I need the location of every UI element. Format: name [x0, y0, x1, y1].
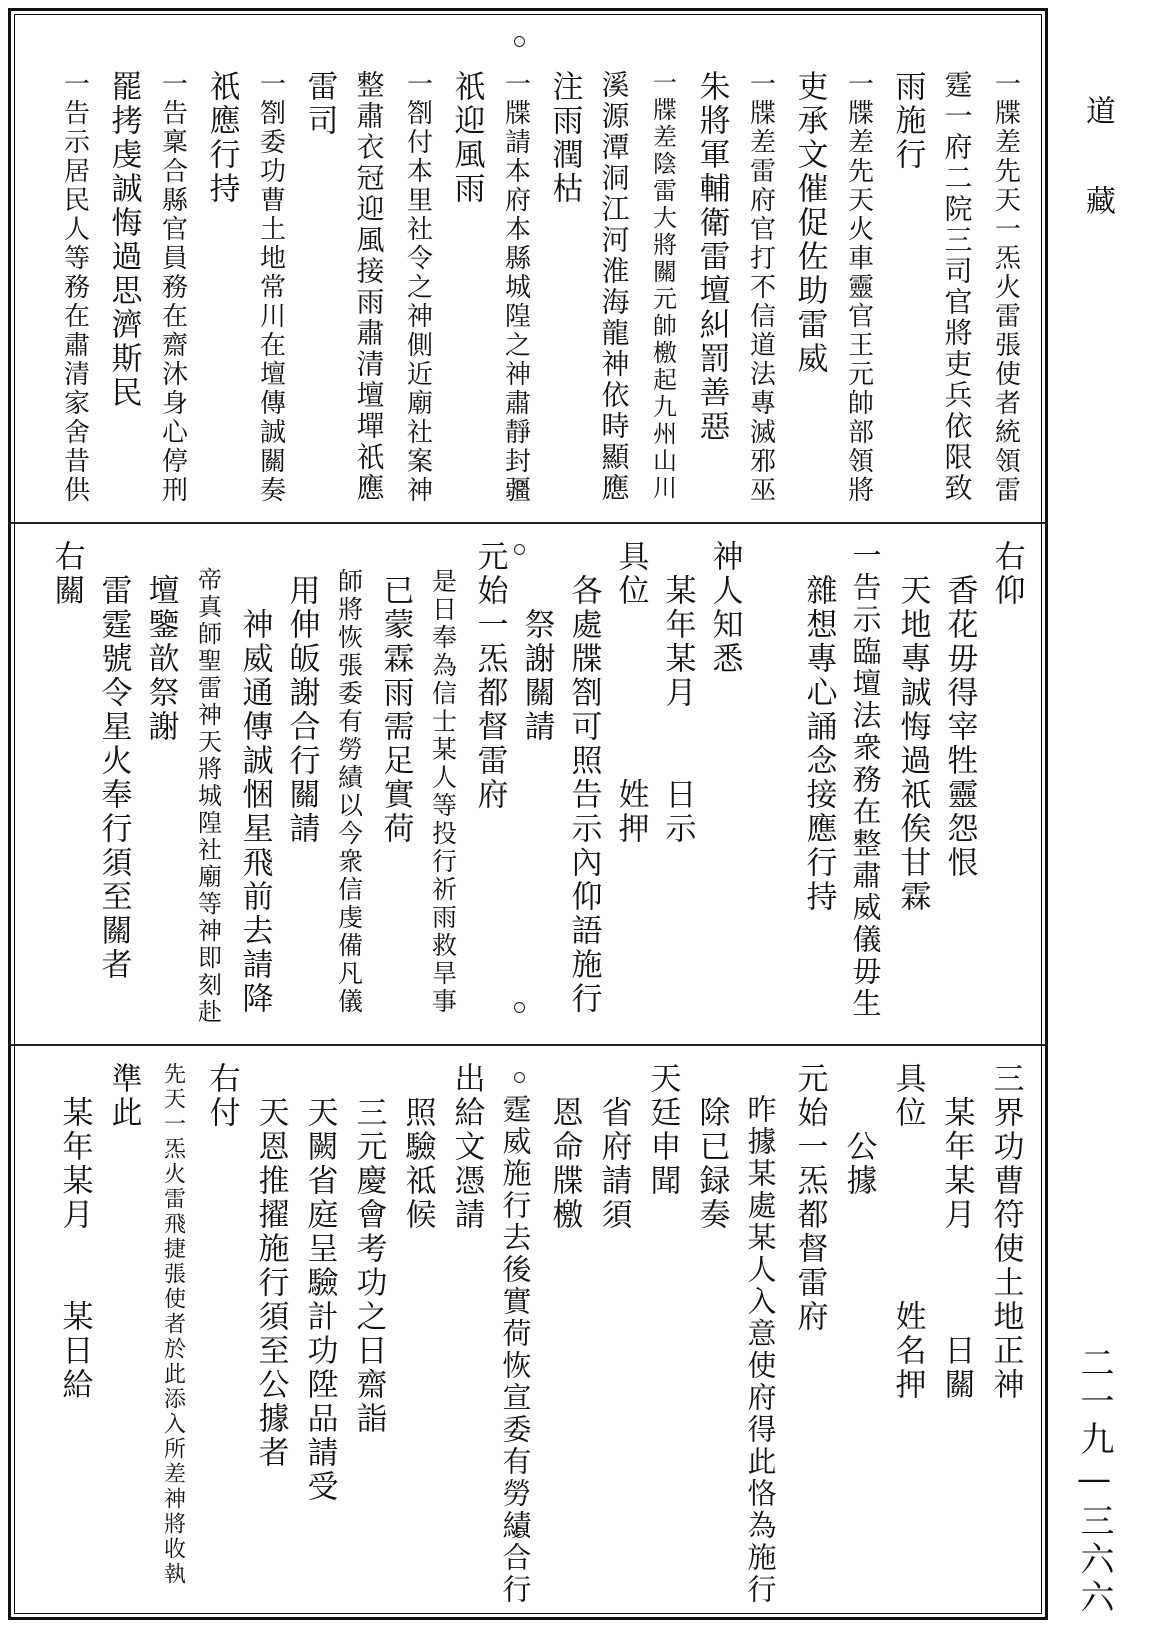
column-text: 照驗祗候: [399, 1062, 436, 1232]
column-text: 恩命牒檄: [546, 1062, 583, 1232]
text-column: [638, 70, 687, 520]
column-text: 帝真師聖雷神天將城隍社廟等神即刻赴: [193, 540, 222, 1026]
text-column: [736, 1062, 785, 1612]
column-text: 溪源潭洞江河淮海龍神依時顯應: [597, 70, 631, 504]
column-text: 壇鑒歆祭謝: [142, 540, 179, 744]
column-text: 雷霆號令星火奉行須至關者: [95, 540, 132, 982]
column-text: 三元慶會考功之日齋詣: [350, 1062, 387, 1436]
text-column: [491, 1062, 540, 1612]
divider-top: [8, 522, 1048, 524]
column-text: 具位 姓押: [612, 540, 649, 846]
text-column: [197, 1062, 246, 1612]
column-text: 整肅衣冠迎風接雨肅清壇墠祇應: [352, 70, 386, 504]
text-column: [654, 540, 701, 1035]
text-column: [419, 540, 466, 1035]
circle-mark: [514, 36, 525, 47]
text-column: [197, 70, 246, 520]
text-column: [883, 1062, 932, 1612]
column-text: 師將恢張委有勞績以今衆信虔備凡儀: [334, 540, 364, 1016]
side-title: 道藏: [1080, 95, 1115, 275]
text-column: [889, 540, 936, 1035]
column-text: 是日奉為信士某人等投行祈雨救旱事: [428, 540, 458, 1016]
divider-bottom: [8, 1044, 1048, 1046]
text-column: [589, 1062, 638, 1612]
text-column: [701, 540, 748, 1035]
column-text: 一劄付本里社令之神側近廟社案神: [402, 70, 433, 505]
column-text: 一告稟合縣官員務在齋沐身心停刑: [157, 70, 188, 505]
column-text: 香花毋得宰牲靈怨恨: [941, 540, 978, 880]
text-column: [442, 1062, 491, 1612]
column-text: 用伸皈謝合行關請: [283, 540, 320, 846]
text-column: [932, 1062, 981, 1612]
text-column: [589, 70, 638, 520]
text-panel-top: [30, 70, 1030, 520]
text-column: [278, 540, 325, 1035]
text-column: [466, 540, 513, 1035]
column-text: 一告示臨壇法衆務在整肅威儀毋生: [848, 540, 883, 1020]
column-text: 霆一府二院三司官將吏兵依限致: [940, 70, 974, 504]
column-text: 三界功曹符使土地正神: [987, 1062, 1024, 1402]
column-text: 省府請須: [595, 1062, 632, 1232]
column-text: 天闕省庭呈驗計功陞品請受: [301, 1062, 338, 1504]
column-text: 朱將軍輔衛雷壇糾罰善惡: [693, 70, 730, 444]
column-text: 雜想專心誦念接應行持: [800, 540, 837, 914]
column-text: 右仰: [988, 540, 1025, 608]
column-text: 吏承文催促佐助雷威: [791, 70, 828, 376]
text-column: [983, 540, 1030, 1035]
text-column: [607, 540, 654, 1035]
column-text: 天廷申聞: [644, 1062, 681, 1198]
column-text: 一牒差先天火車靈官王元帥部領將: [843, 70, 874, 505]
text-column: [748, 540, 795, 1035]
text-column: [393, 70, 442, 520]
column-text: 一告示居民人等務在肅清家舍昔供: [59, 70, 90, 505]
column-text: 已蒙霖雨需足實荷: [377, 540, 414, 846]
text-column: [344, 70, 393, 520]
text-column: [795, 540, 842, 1035]
text-column: [43, 540, 90, 1035]
text-column: [246, 1062, 295, 1612]
column-text: 元始一炁都督雷府: [471, 540, 508, 812]
column-text: 雨施行: [889, 70, 926, 172]
text-column: [932, 70, 981, 520]
column-text: 雷司: [301, 70, 338, 138]
text-column: [372, 540, 419, 1035]
column-text: 先天一炁火雷飛捷張使者於此添入所差神將收執: [160, 1062, 186, 1587]
column-text: 一劄委功曹土地常川在壇傳誠關奏: [255, 70, 286, 505]
column-text: 準此: [105, 1062, 142, 1130]
text-column: [491, 70, 540, 520]
column-text: 天恩推擢施行須至公據者: [252, 1062, 289, 1470]
column-text: 一牒差先天一炁火雷張使者統領雷: [990, 70, 1021, 505]
text-column: [883, 70, 932, 520]
text-column: [99, 1062, 148, 1612]
text-column: [50, 1062, 99, 1612]
text-column: [246, 70, 295, 520]
column-text: 某年某月 日示: [659, 540, 696, 846]
text-column: [148, 70, 197, 520]
text-column: [99, 70, 148, 520]
text-column: [842, 540, 889, 1035]
text-column: [981, 1062, 1030, 1612]
column-text: 某年某月 日關: [938, 1062, 975, 1402]
text-column: [393, 1062, 442, 1612]
text-column: [90, 540, 137, 1035]
column-text: 公據: [840, 1062, 877, 1198]
text-column: [137, 540, 184, 1035]
column-text: 除已録奏: [693, 1062, 730, 1232]
text-column: [981, 70, 1030, 520]
text-column: [785, 70, 834, 520]
column-text: 祇應行持: [203, 70, 240, 206]
text-column: [295, 70, 344, 520]
column-text: 右關: [48, 540, 85, 608]
column-text: 神威通傳誠悃星飛前去請降: [236, 540, 273, 1016]
text-column: [736, 70, 785, 520]
text-column: [638, 1062, 687, 1612]
column-text: 罷拷虔誠悔過思濟斯民: [105, 70, 142, 410]
column-text: 元始一炁都督雷府: [791, 1062, 828, 1334]
column-text: 各處牒劄可照告示內仰語施行: [565, 540, 602, 1016]
column-text: 天地專誠悔過祇俟甘霖: [894, 540, 931, 914]
column-text: 一牒差陰雷大將關元帥檄起九州山川: [648, 70, 677, 502]
column-text: 出給文憑請: [448, 1062, 485, 1232]
text-column: [148, 1062, 197, 1612]
column-text: 一牒差雷府官打不信道法專滅邪巫: [745, 70, 776, 505]
column-text: 一牒請本府本縣城隍之神肅靜封疆: [500, 70, 531, 505]
column-text: 某年某月 某日給: [56, 1062, 93, 1402]
page-number: 二一九—三六六: [1074, 1345, 1114, 1617]
column-text: 祭謝關請: [518, 540, 555, 744]
text-column: [513, 540, 560, 1035]
column-text: 神人知悉: [706, 540, 743, 676]
text-panel-middle: [30, 540, 1030, 1035]
text-column: [560, 540, 607, 1035]
text-column: [184, 540, 231, 1035]
text-column: [834, 70, 883, 520]
text-column: [50, 70, 99, 520]
text-column: [344, 1062, 393, 1612]
column-text: 右付: [203, 1062, 240, 1130]
text-column: [442, 70, 491, 520]
column-text: 昨據某處某人入意使府得此恪為施行: [743, 1062, 778, 1606]
column-text: 注雨潤枯: [546, 70, 583, 206]
text-column: [231, 540, 278, 1035]
text-column: [785, 1062, 834, 1612]
text-column: [834, 1062, 883, 1612]
text-column: [687, 1062, 736, 1612]
text-column: [540, 1062, 589, 1612]
column-text: 具位 姓名押: [889, 1062, 926, 1402]
column-text: 霆威施行去後實荷恢宣委有勞績合行: [498, 1062, 533, 1606]
text-column: [540, 70, 589, 520]
text-column: [936, 540, 983, 1035]
text-panel-bottom: [30, 1062, 1030, 1612]
text-column: [325, 540, 372, 1035]
text-column: [295, 1062, 344, 1612]
column-text: 祇迎風雨: [448, 70, 485, 206]
text-column: [687, 70, 736, 520]
